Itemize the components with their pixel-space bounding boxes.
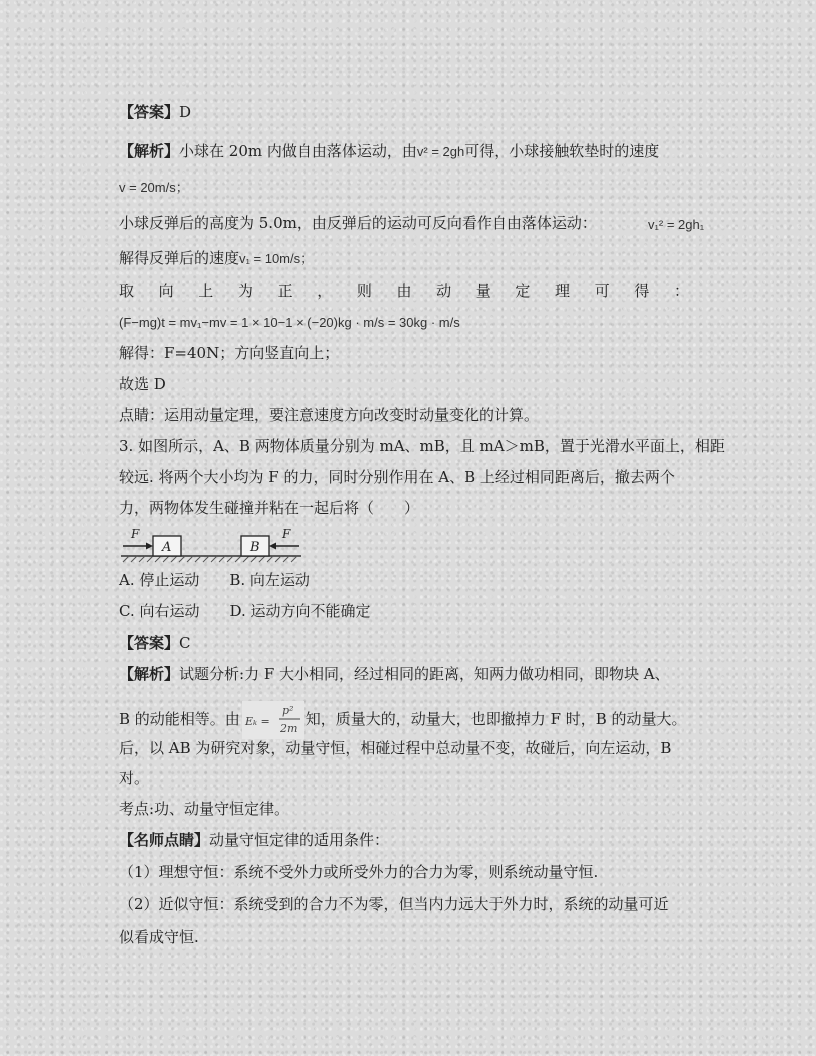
- rebound-height-line: [119, 213, 597, 233]
- arrowhead-left-icon: [269, 543, 276, 550]
- spread-char: 理: [555, 282, 571, 300]
- analysis-2-line-3: 后，以 AB 为研究对象，动量守恒，相碰过程中总动量不变，故碰后，向左运动，B: [119, 739, 672, 757]
- tips-bracket: 【名师点睛】: [119, 831, 210, 849]
- tips-item-1: （1）理想守恒：系统不受外力或所受外力的合力为零，则系统动量守恒.: [119, 863, 599, 881]
- tips-item-2a: （2）近似守恒：系统受到的合力不为零，但当内力远大于外力时，系统的动量可近: [119, 895, 669, 913]
- analysis-2-text: 试题分析:力 F 大小相同，经过相同的距离，知两力做功相同，即物块 A、: [179, 665, 670, 683]
- analysis-2-line-2: [119, 701, 687, 739]
- spread-char: 定: [515, 282, 531, 300]
- spread-char: 向: [158, 282, 174, 300]
- analysis-bracket: 【解析】: [119, 665, 180, 683]
- spread-char: 得: [634, 282, 650, 300]
- tips-line: [119, 830, 389, 850]
- note-line: 点睛：运用动量定理，要注意速度方向改变时动量变化的计算。: [119, 406, 540, 424]
- spread-char: 为: [237, 282, 253, 300]
- velocity-line: v = 20m/s；: [119, 180, 189, 195]
- answer-line-2: [119, 633, 191, 653]
- formula-ek-lhs: Eₖ =: [244, 715, 270, 728]
- analysis-bracket: 【解析】: [119, 142, 180, 160]
- momentum-theorem-line: [119, 281, 689, 301]
- answer-value: D: [179, 103, 192, 121]
- spread-char: 则: [356, 282, 372, 300]
- formula-v1-squared: v₁² = 2gh₁: [648, 217, 705, 232]
- arrowhead-right-icon: [146, 543, 153, 550]
- spread-char: ，: [317, 282, 333, 300]
- block-a-label: A: [162, 540, 172, 555]
- question-3-line-1: 3. 如图所示，A、B 两物体质量分别为 mA、mB，且 mA＞mB，置于光滑水平面上，相距: [119, 437, 725, 455]
- spread-char: 量: [475, 282, 491, 300]
- analysis-2-line-4: 对。: [119, 769, 150, 787]
- option-c: C. 向右运动: [119, 602, 200, 620]
- spread-char: 可: [594, 282, 610, 300]
- spread-char: ：: [673, 282, 689, 300]
- options-row-1: [119, 570, 310, 590]
- answer-value: C: [179, 634, 191, 652]
- question-3-line-3: 力，两物体发生碰撞并粘在一起后将（ ）: [119, 499, 420, 517]
- ground-hatching: [123, 556, 297, 562]
- analysis-2-text-a: B 的动能相等。由: [119, 710, 240, 728]
- formula-ek-numerator: p²: [281, 704, 294, 717]
- spread-char: 取: [119, 282, 135, 300]
- formula-ek-svg: [242, 701, 304, 739]
- rebound-text: 小球反弹后的高度为 5.0m，由反弹后的运动可反向看作自由落体运动：: [119, 214, 597, 232]
- formula-v-squared: v² = 2gh: [416, 144, 465, 159]
- block-b-label: B: [250, 540, 260, 555]
- question-3-line-2: 较远. 将两个大小均为 F 的力，同时分别作用在 A、B 上经过相同距离后，撤去两个: [119, 468, 675, 486]
- force-diagram: [119, 527, 303, 565]
- options-row-2: [119, 601, 371, 621]
- option-b: B. 向左运动: [229, 571, 310, 589]
- tips-text: 动量守恒定律的适用条件：: [209, 831, 390, 849]
- analysis-2-line-1: [119, 664, 670, 684]
- analysis-line-1: [119, 141, 659, 162]
- solution-line: 解得：F=40N；方向竖直向上；: [119, 344, 340, 362]
- momentum-formula: (F−mg)t = mv₁−mv = 1 × 10−1 × (−20)kg · m/s = 30kg · m/s: [119, 315, 460, 330]
- exam-point-line: 考点:功、动量守恒定律。: [119, 800, 290, 818]
- analysis-text-a: 小球在 20m 内做自由落体运动，由: [179, 142, 417, 160]
- kinetic-energy-formula: [242, 701, 304, 739]
- choice-line: 故选 D: [119, 375, 166, 393]
- answer-bracket: 【答案】: [119, 103, 180, 121]
- force-label-left: F: [131, 527, 140, 541]
- rebound-velocity-line: [119, 248, 313, 269]
- analysis-text-b: 可得，小球接触软垫时的速度: [464, 142, 660, 160]
- answer-line-1: [119, 102, 191, 122]
- option-a: A. 停止运动: [119, 571, 200, 589]
- spread-char: 由: [396, 282, 412, 300]
- spread-char: 上: [198, 282, 214, 300]
- formula-ek-denominator: 2m: [279, 722, 298, 735]
- spread-char: 动: [436, 282, 452, 300]
- spread-char: 正: [277, 282, 293, 300]
- answer-bracket: 【答案】: [119, 634, 180, 652]
- rebound-velocity-text: 解得反弹后的速度: [119, 249, 240, 267]
- force-label-right: F: [282, 527, 291, 541]
- tips-item-2b: 似看成守恒.: [119, 928, 199, 946]
- formula-v1: v₁ = 10m/s；: [239, 251, 314, 266]
- analysis-2-text-b: 知，质量大的，动量大，也即撤掉力 F 时，B 的动量大。: [305, 710, 687, 728]
- option-d: D. 运动方向不能确定: [229, 602, 371, 620]
